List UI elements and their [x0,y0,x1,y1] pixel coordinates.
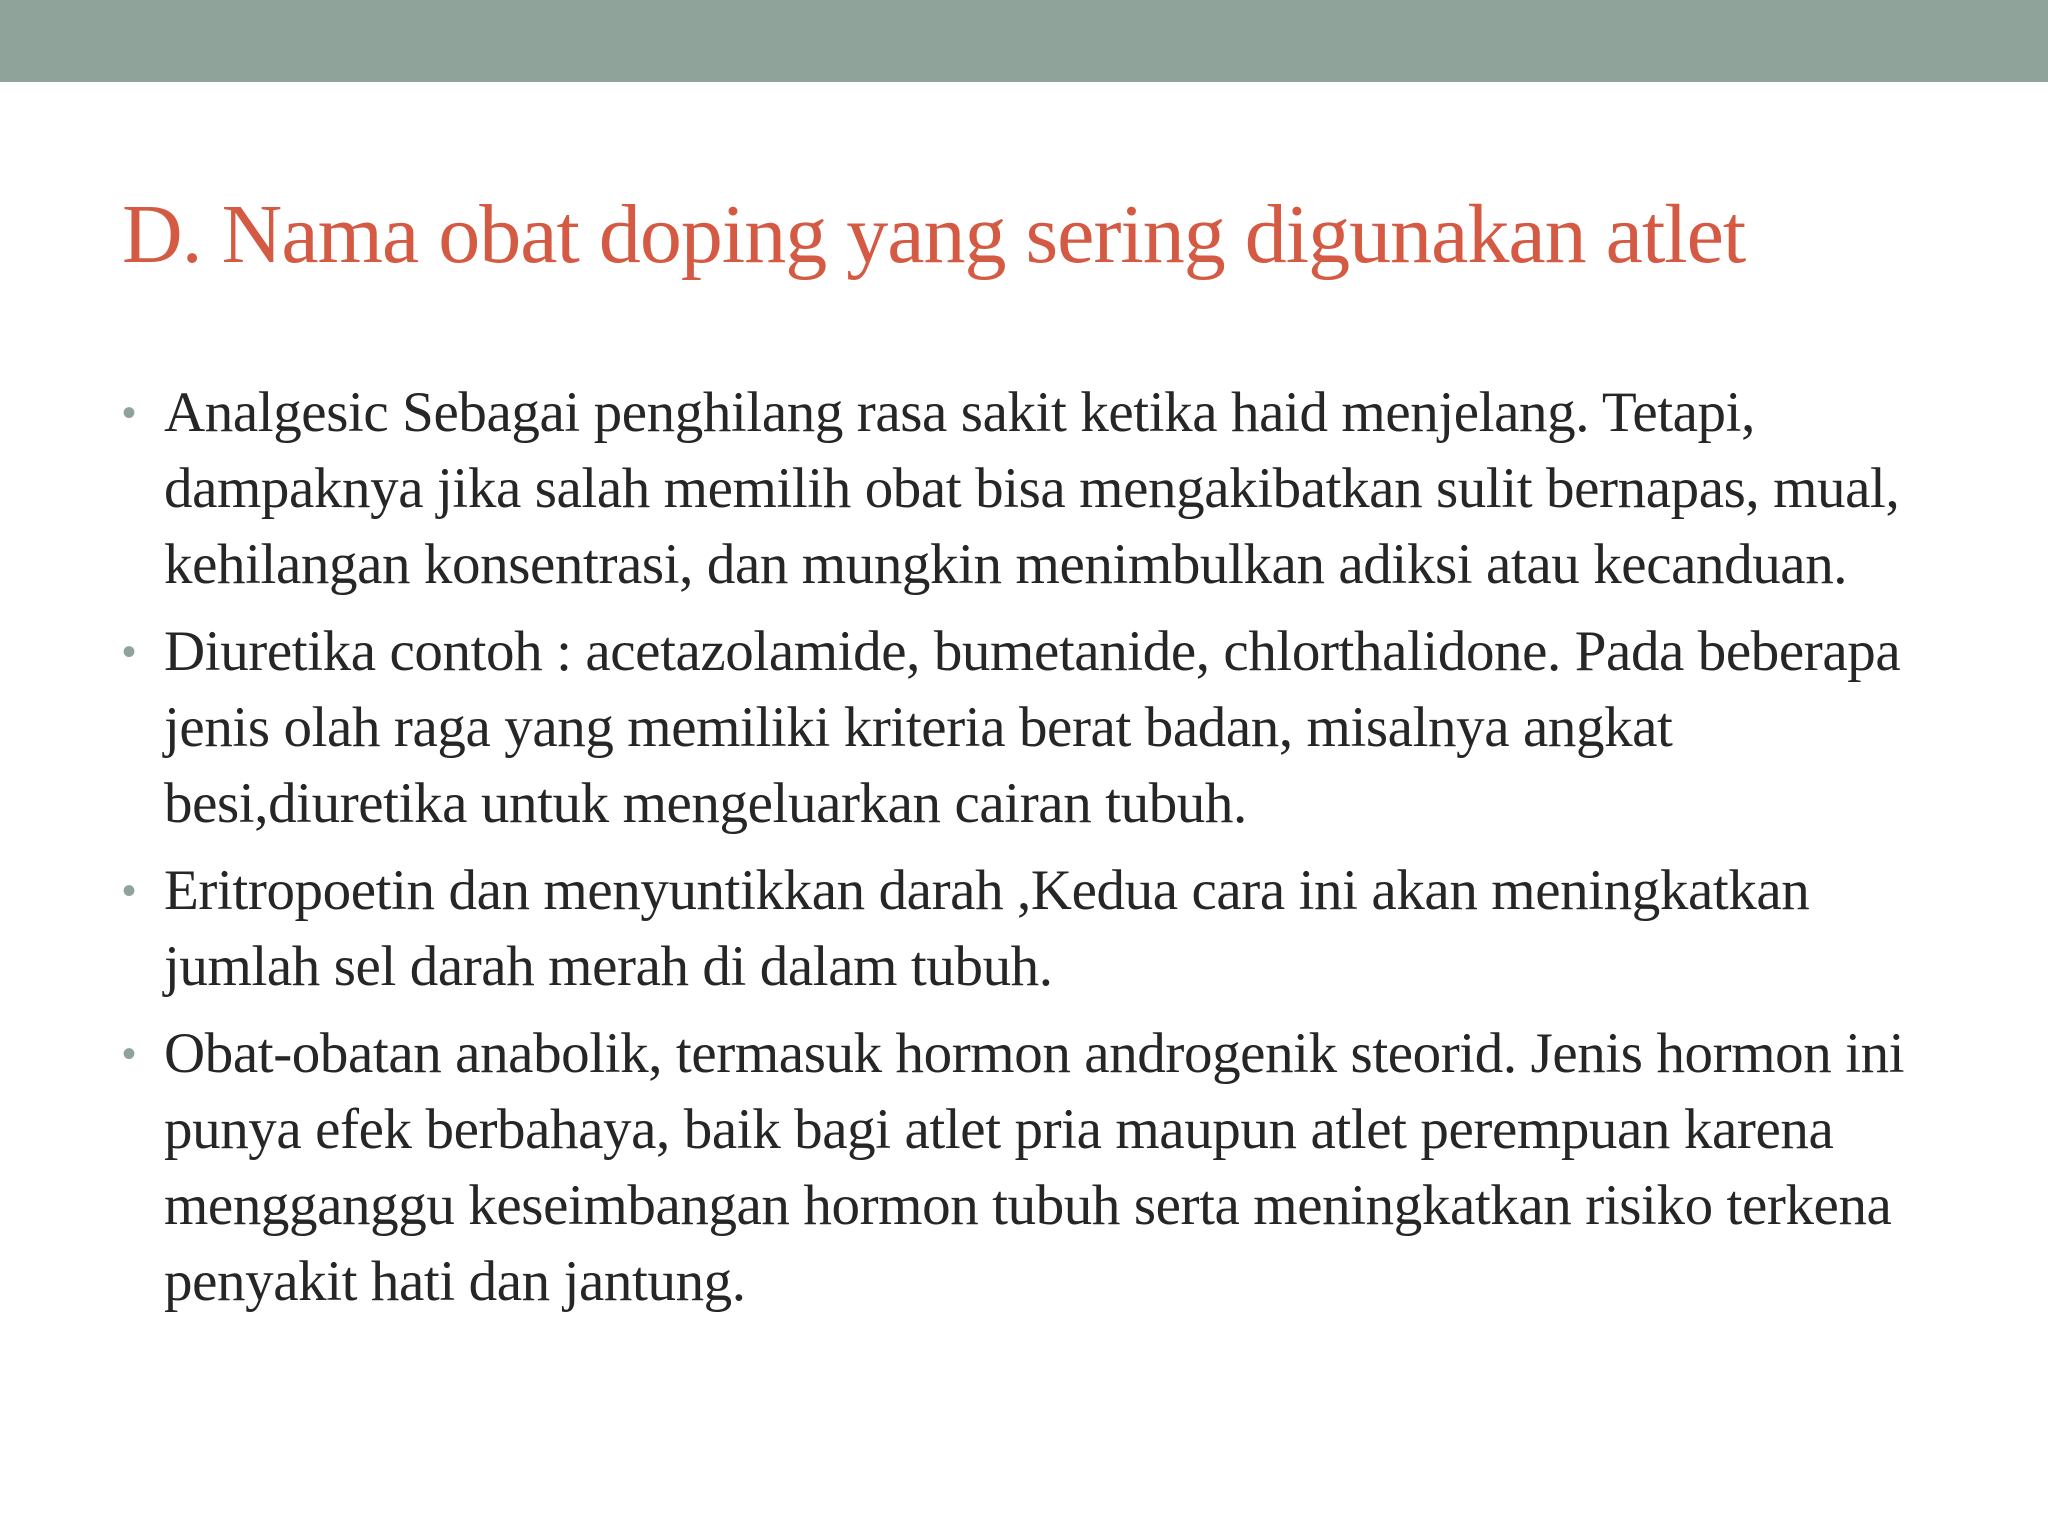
bullet-text: Eritropoetin dan menyuntikkan darah ,Kedua cara ini akan meningkatkan jumlah sel darah merah di dalam tubuh. [164,859,1810,998]
bullet-marker: • [122,869,137,913]
bullet-item [122,1016,1942,1320]
bullet-marker: • [122,1032,137,1076]
bullet-text: Obat-obatan anabolik, termasuk hormon androgenik steorid. Jenis hormon ini punya efek berbahaya, baik bagi atlet pria maupun atlet perempuan karena mengganggu keseimbangan hormon tubuh serta meningkatkan risiko terkena penyakit hati dan jantung. [164,1022,1905,1313]
top-accent-bar [0,0,2048,82]
slide-title: D. Nama obat doping yang sering digunakan atlet [122,188,1746,281]
bullet-item [122,614,1942,842]
bullet-marker: • [122,630,137,674]
bullet-marker: • [122,391,137,435]
bullet-item [122,853,1942,1005]
bullet-text: Diuretika contoh : acetazolamide, bumetanide, chlorthalidone. Pada beberapa jenis olah raga yang memiliki kriteria berat badan, misalnya angkat besi,diuretika untuk mengeluarkan cairan tubuh. [164,620,1901,835]
bullet-item [122,375,1942,603]
bullet-text: Analgesic Sebagai penghilang rasa sakit ketika haid menjelang. Tetapi, dampaknya jika salah memilih obat bisa mengakibatkan sulit bernapas, mual, kehilangan konsentrasi, dan mungkin menimbulkan adiksi atau kecanduan. [164,381,1900,596]
bullet-list [122,375,1942,1331]
